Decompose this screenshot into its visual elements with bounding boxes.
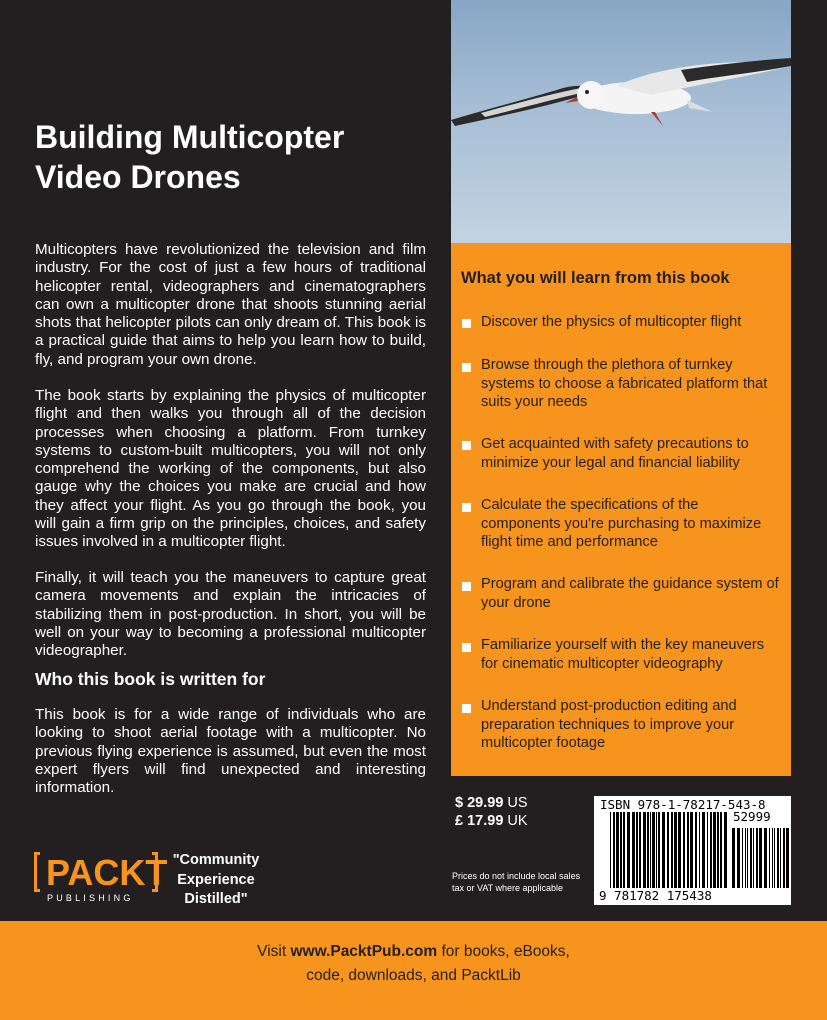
barcode-bar bbox=[713, 812, 716, 888]
description-paragraph-3: Finally, it will teach you the maneuvers to capture great camera movements and explain the intricacies of stabilizing them in post-production. In short, you will be well on your way to becoming a professional multicopter videographer. bbox=[35, 569, 426, 660]
barcode-bar bbox=[610, 812, 611, 888]
barcode-bar bbox=[662, 812, 665, 888]
barcode-bar bbox=[650, 812, 651, 888]
barcode-bar bbox=[702, 812, 705, 888]
barcode-bar bbox=[639, 812, 641, 888]
who-heading: Who this book is written for bbox=[35, 669, 266, 689]
barcode-bar bbox=[774, 828, 775, 888]
bullet-square-icon bbox=[462, 441, 471, 450]
logo-bracket-right bbox=[152, 852, 158, 892]
book-title-line-2: Video Drones bbox=[35, 159, 241, 195]
learn-item-6: Familiarize yourself with the key maneuvers for cinematic multicopter videography bbox=[481, 637, 765, 672]
book-title bbox=[35, 117, 435, 197]
barcode-bar bbox=[683, 812, 685, 888]
barcode-bar bbox=[780, 828, 781, 888]
price-gbp bbox=[455, 812, 585, 830]
price-usd bbox=[455, 794, 585, 812]
logo-bracket-left bbox=[34, 852, 40, 892]
bullet-square-icon bbox=[462, 704, 471, 713]
barcode-bar bbox=[616, 812, 619, 888]
learn-item-4: Calculate the specifications of the components you're purchasing to maximize flight time and performance bbox=[481, 497, 762, 551]
logo-word: PACKT bbox=[46, 852, 168, 893]
price-gbp-amount: £ 17.99 bbox=[455, 813, 504, 829]
barcode-bar bbox=[737, 828, 740, 888]
barcode-bar bbox=[652, 812, 655, 888]
isbn-label: ISBN 978-1-78217-543-8 bbox=[600, 797, 766, 812]
footer-banner bbox=[0, 921, 827, 1020]
barcode-bar bbox=[667, 812, 669, 888]
cover-photo-seagull bbox=[451, 0, 791, 243]
barcode-bar bbox=[678, 812, 681, 888]
footer-line-1 bbox=[0, 943, 827, 961]
footer-line-2: code, downloads, and PacktLib bbox=[306, 967, 521, 984]
barcode-bar bbox=[759, 828, 762, 888]
barcode-bar bbox=[699, 812, 700, 888]
barcode-bars-addon bbox=[732, 828, 790, 888]
footer-url: www.PacktPub.com bbox=[290, 943, 438, 960]
barcode-bar bbox=[643, 812, 646, 888]
barcode-price-code: 52999 bbox=[733, 809, 771, 824]
learn-item-2: Browse through the plethora of turnkey systems to choose a fabricated platform that suits your needs bbox=[481, 357, 768, 411]
barcode-bar bbox=[623, 812, 625, 888]
learn-box bbox=[451, 243, 791, 776]
bullet-square-icon bbox=[462, 643, 471, 652]
barcode-bar bbox=[656, 812, 657, 888]
description-paragraph-1: Multicopters have revolutionized the television and film industry. For the cost of just a few hours of traditional helicopter rental, videographers and cinematographers can own a multicopter drone that shoots stunning aerial shots that helicopter pilots can only dream of. This book is a practical guide that aims to help you learn how to build, fly, and program your own drone. bbox=[35, 241, 426, 368]
barcode-bar bbox=[695, 812, 697, 888]
barcode-bar bbox=[777, 828, 779, 888]
learn-item-5: Program and calibrate the guidance system of your drone bbox=[481, 576, 779, 611]
logo-subtitle: PUBLISHING bbox=[47, 893, 134, 903]
barcode-bar bbox=[717, 812, 719, 888]
barcode-bar bbox=[658, 812, 660, 888]
barcode-bar bbox=[707, 812, 708, 888]
barcode-bar bbox=[720, 812, 722, 888]
bullet-square-icon bbox=[462, 319, 471, 328]
bullet-square-icon bbox=[462, 363, 471, 372]
barcode-bars-main bbox=[610, 812, 730, 888]
price-usd-amount: $ 29.99 bbox=[455, 795, 504, 811]
tagline: "Community Experience Distilled" bbox=[172, 852, 260, 907]
barcode-bar bbox=[636, 812, 638, 888]
barcode-bar bbox=[764, 828, 767, 888]
barcode-bar bbox=[724, 812, 727, 888]
barcode-bar bbox=[620, 812, 622, 888]
barcode-bar bbox=[750, 828, 752, 888]
price-block bbox=[455, 794, 585, 830]
price-gbp-currency: UK bbox=[507, 813, 528, 829]
barcode-bar bbox=[783, 828, 785, 888]
learn-item-7: Understand post-production editing and preparation techniques to improve your multicopter footage bbox=[481, 698, 737, 752]
barcode-bar bbox=[769, 828, 770, 888]
barcode-bar bbox=[747, 828, 748, 888]
learn-item-1: Discover the physics of multicopter flight bbox=[481, 314, 742, 330]
bullet-square-icon bbox=[462, 503, 471, 512]
prices-note: Prices do not include local sales tax or VAT where applicable bbox=[452, 871, 581, 893]
description-paragraph-2: The book starts by explaining the physics of multicopter flight and then walks you through all of the decision processes when choosing a platform. From turnkey systems to custom-built multicopters, you will not only comprehend the working of the components, but also gauge why the choices you make are crucial and how they affect your flight. As you go through the book, you will gain a firm grip on the principles, choices, and safety issues involved in a multicopter flight. bbox=[35, 387, 426, 551]
barcode-bar bbox=[710, 812, 712, 888]
book-title-line-1: Building Multicopter bbox=[35, 119, 345, 155]
barcode-bar bbox=[745, 828, 746, 888]
isbn-barcode bbox=[594, 796, 791, 905]
barcode-bar bbox=[632, 812, 635, 888]
barcode-bar bbox=[674, 812, 677, 888]
barcode-bar bbox=[687, 812, 689, 888]
packt-logo bbox=[34, 852, 168, 904]
barcode-bar bbox=[732, 828, 735, 888]
who-paragraph: This book is for a wide range of individuals who are looking to shoot aerial footage with a multicopter. No previous flying experience is assumed, but even the most expert flyers will find unexpected and interesting information. bbox=[35, 706, 426, 797]
barcode-bar bbox=[627, 812, 630, 888]
barcode-bar bbox=[690, 812, 693, 888]
learn-item-3: Get acquainted with safety precautions to minimize your legal and financial liability bbox=[481, 436, 749, 471]
learn-heading: What you will learn from this book bbox=[461, 269, 730, 287]
barcode-bar bbox=[647, 812, 649, 888]
seagull-illustration bbox=[451, 0, 791, 243]
barcode-bar bbox=[671, 812, 673, 888]
price-usd-currency: US bbox=[507, 795, 528, 811]
barcode-bar bbox=[756, 828, 758, 888]
isbn-digits: 9 781782 175438 bbox=[599, 888, 712, 903]
barcode-bar bbox=[742, 828, 743, 888]
barcode-bar bbox=[753, 828, 754, 888]
barcode-bar bbox=[613, 812, 615, 888]
footer-visit: Visit bbox=[257, 943, 291, 960]
bullet-square-icon bbox=[462, 582, 471, 591]
barcode-bar bbox=[786, 828, 789, 888]
barcode-bar bbox=[772, 828, 773, 888]
footer-rest: for books, eBooks, bbox=[437, 943, 570, 960]
